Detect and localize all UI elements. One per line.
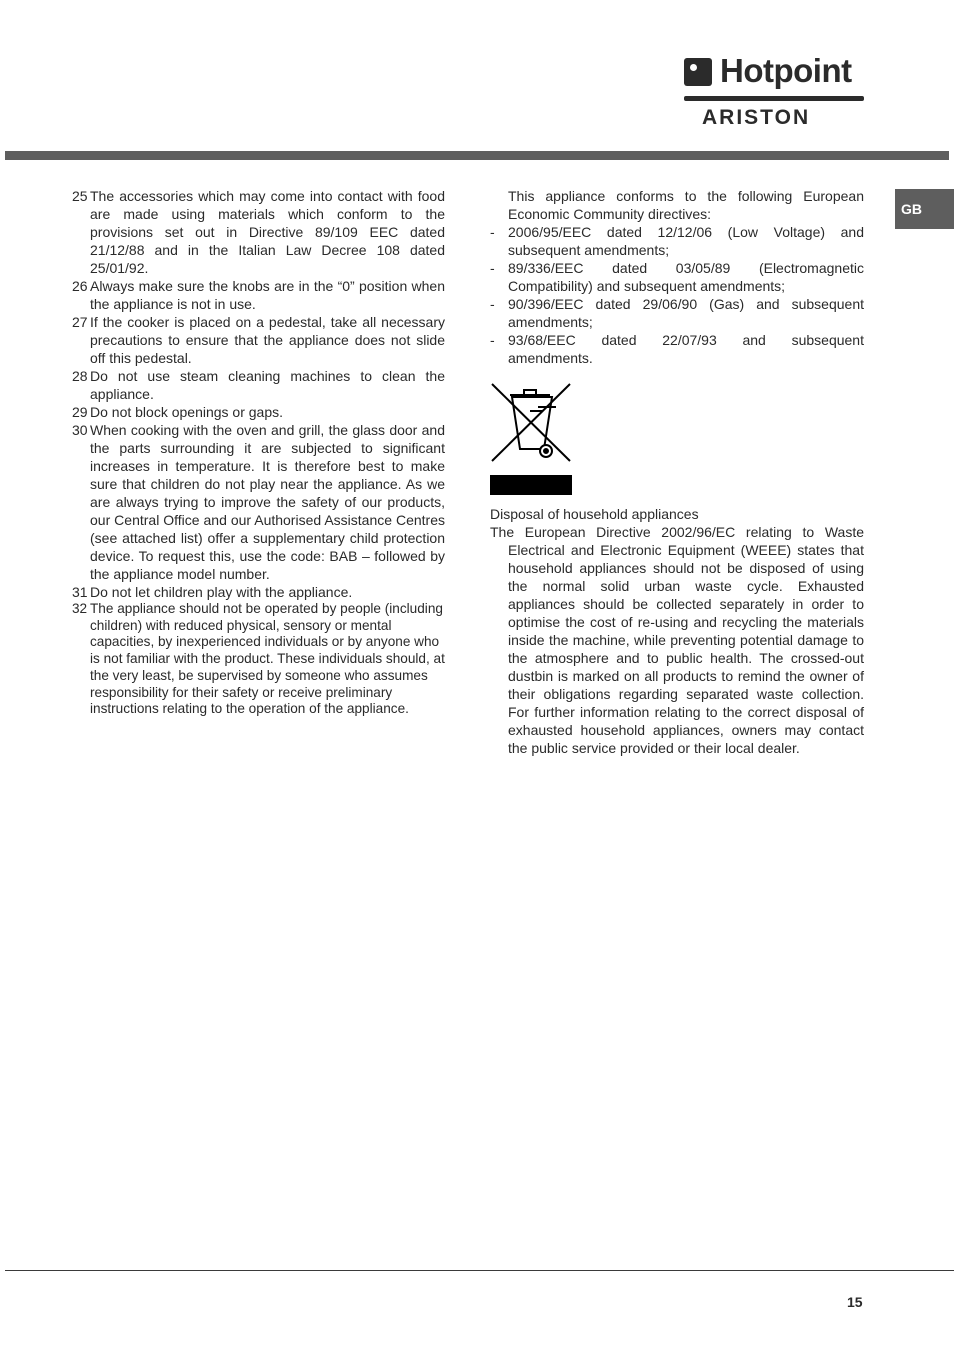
language-tab: GB: [895, 189, 954, 229]
brand-logo: [684, 52, 864, 132]
item-text: The appliance should not be operated by people (including children) with reduced physical, sensory or mental capacities, by inexperienced individuals or by anyone who is not familiar with the product. These individuals should, at the very least, be supervised by someone who assumes responsibility for their safety or receive preliminary instructions relating to the operation of the appliance.: [90, 601, 445, 717]
disposal-heading: Disposal of household appliances: [490, 506, 699, 522]
directive-text: 90/396/EEC dated 29/06/90 (Gas) and subsequent amendments;: [508, 296, 864, 330]
item-text: The accessories which may come into contact with food are made using materials which conform to the provisions set out in Directive 89/109 EEC dated 21/12/88 and in the Italian Law Decree 108 dated 25/01/92.: [90, 188, 445, 276]
item-text: When cooking with the oven and grill, the glass door and the parts surrounding it are subjected to significant increases in temperature. It is therefore best to make sure that children do not play near the appliance. As we are always trying to improve the safety of our products, our Central Office and our Authorised Assistance Centres (see attached list) offer a supplementary child protection device. To request this, use the code: BAB – followed by the appliance model number.: [90, 422, 445, 582]
item-number: 32: [72, 601, 88, 616]
list-item: [72, 313, 445, 367]
conformity-intro: This appliance conforms to the following European Economic Community directives:: [508, 188, 864, 222]
logo-sub-brand-text: ARISTON: [702, 106, 811, 129]
logo-divider: [684, 96, 864, 101]
list-item: [72, 601, 445, 718]
list-item: [72, 367, 445, 403]
directive-text: 2006/95/EEC dated 12/12/06 (Low Voltage) and subsequent amendments;: [508, 224, 864, 258]
item-text: Do not let children play with the appliance.: [90, 584, 353, 600]
directive-item: - 89/336/EEC dated 03/05/89 (Electromagnetic Compatibility) and subsequent amendments;: [490, 260, 864, 294]
item-number: 28: [72, 368, 88, 384]
list-item: [72, 277, 445, 313]
list-item: [72, 421, 445, 583]
weee-bar: [490, 475, 572, 495]
conformity-section: [490, 187, 864, 757]
header-bar: [5, 151, 949, 160]
item-text: Always make sure the knobs are in the “0” position when the appliance is not in use.: [90, 278, 445, 312]
item-number: 25: [72, 188, 88, 204]
item-number: 30: [72, 422, 88, 438]
item-number: 26: [72, 278, 88, 294]
logo-mark-icon: [684, 58, 712, 86]
item-number: 29: [72, 404, 88, 420]
list-item: [72, 187, 445, 277]
crossed-out-wheelie-bin-icon: [490, 381, 572, 463]
directive-item: - 2006/95/EEC dated 12/12/06 (Low Voltage) and subsequent amendments;: [490, 224, 864, 258]
safety-list: [72, 187, 445, 718]
list-item: [72, 583, 445, 601]
footer-rule: [5, 1270, 954, 1271]
item-number: 27: [72, 314, 88, 330]
list-item: [72, 403, 445, 421]
item-text: Do not block openings or gaps.: [90, 404, 284, 420]
directive-text: 89/336/EEC dated 03/05/89 (Electromagnetic Compatibility) and subsequent amendments;: [508, 260, 864, 294]
disposal-text: The European Directive 2002/96/EC relating to Waste Electrical and Electronic Equipment (WEEE) states that household appliances should not be disposed of using the normal solid urban waste cycle. Exhausted appliances should be collected separately in order to optimise the cost of re-using and recycling the materials inside the machine, while preventing potential damage to the atmosphere and to public health. The crossed-out dustbin is marked on all products to remind the owner of their obligations regarding separated waste collection. For further information relating to the correct disposal of exhausted household appliances, owners may contact the public service provided or their local dealer.: [490, 524, 864, 756]
item-number: 31: [72, 584, 88, 600]
logo-brand-text: Hotpoint: [720, 52, 852, 89]
item-text: If the cooker is placed on a pedestal, take all necessary precautions to ensure that the appliance does not slide off this pedestal.: [90, 314, 445, 366]
directive-item: - 93/68/EEC dated 22/07/93 and subsequent amendments.: [490, 332, 864, 366]
page-number: 15: [847, 1294, 863, 1310]
directive-item: - 90/396/EEC dated 29/06/90 (Gas) and subsequent amendments;: [490, 296, 864, 330]
directive-text: 93/68/EEC dated 22/07/93 and subsequent amendments.: [508, 332, 864, 366]
item-text: Do not use steam cleaning machines to clean the appliance.: [90, 368, 445, 402]
